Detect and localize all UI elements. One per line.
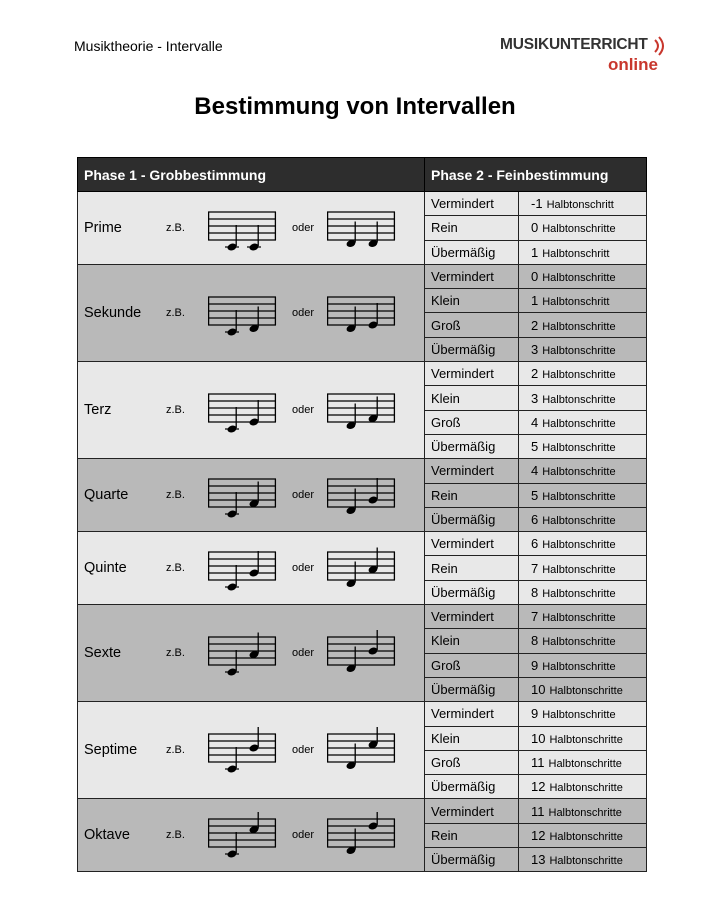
semitone-unit: Halbtonschritte	[542, 539, 616, 552]
interval-quality: Klein	[425, 726, 519, 750]
interval-quality: Rein	[425, 216, 519, 240]
semitone-count	[519, 434, 647, 458]
table-row	[78, 605, 647, 629]
interval-quality: Groß	[425, 750, 519, 774]
or-label: oder	[292, 306, 315, 319]
example-label: z.B.	[166, 829, 185, 842]
semitone-unit: Halbtonschritte	[542, 320, 616, 333]
interval-quality: Klein	[425, 289, 519, 313]
semitone-number: 2	[531, 366, 539, 382]
semitone-unit: Halbtonschritt	[542, 296, 610, 309]
interval-quality: Vermindert	[425, 362, 519, 386]
semitone-count	[519, 313, 647, 337]
interval-quality: Übermäßig	[425, 775, 519, 799]
semitone-number: 6	[531, 512, 539, 527]
interval-group-cell	[78, 264, 425, 361]
semitone-unit: Halbtonschritt	[546, 199, 614, 212]
interval-quality: Groß	[425, 410, 519, 434]
table-row	[78, 362, 647, 386]
staff-notation	[327, 727, 397, 773]
or-label: oder	[292, 489, 315, 502]
semitone-unit: Halbtonschritte	[542, 344, 616, 357]
interval-quality: Klein	[425, 386, 519, 410]
semitone-number: 0	[531, 220, 539, 236]
interval-name: Septime	[84, 742, 138, 759]
interval-group-cell	[78, 702, 425, 799]
semitone-number: 7	[531, 560, 539, 576]
interval-quality: Groß	[425, 313, 519, 337]
semitone-number: 10	[531, 730, 546, 746]
interval-quality: Klein	[425, 629, 519, 653]
semitone-number: 1	[531, 293, 539, 309]
phase1-header: Phase 1 - Grobbestimmung	[78, 158, 425, 192]
semitone-number: 1	[531, 244, 539, 260]
semitone-number: 10	[531, 682, 546, 698]
semitone-number: 5	[531, 487, 539, 503]
staff-notation	[208, 205, 278, 251]
semitone-unit: Halbtonschritte	[542, 587, 616, 600]
semitone-unit: Halbtonschritte	[542, 393, 616, 406]
semitone-count	[519, 677, 647, 701]
logo-wordmark: MUSIKUNTERRICHT	[500, 36, 648, 53]
semitone-count	[519, 726, 647, 750]
semitone-count	[519, 459, 647, 483]
staff-notation	[208, 472, 278, 518]
interval-group-cell	[78, 459, 425, 532]
or-label: oder	[292, 404, 315, 417]
semitone-count	[519, 775, 647, 799]
example-label: z.B.	[166, 744, 185, 757]
staff-notation	[208, 630, 278, 676]
table-row	[78, 532, 647, 556]
staff-notation	[208, 727, 278, 773]
example-label: z.B.	[166, 221, 185, 234]
table-header-row	[78, 158, 647, 192]
semitone-unit: Halbtonschritt	[542, 247, 610, 260]
semitone-number: 9	[531, 657, 539, 673]
semitone-count	[519, 653, 647, 677]
semitone-unit: Halbtonschritte	[542, 272, 616, 285]
interval-quality: Vermindert	[425, 459, 519, 483]
interval-name: Quarte	[84, 487, 129, 504]
semitone-number: 5	[531, 439, 539, 455]
interval-quality: Übermäßig	[425, 240, 519, 264]
page-title: Bestimmung von Intervallen	[194, 93, 516, 120]
interval-quality: Übermäßig	[425, 337, 519, 361]
semitone-number: 12	[531, 779, 546, 795]
semitone-number: 3	[531, 341, 539, 357]
interval-name: Sexte	[84, 645, 122, 662]
or-label: oder	[292, 221, 315, 234]
semitone-unit: Halbtonschritte	[549, 855, 623, 868]
interval-quality: Übermäßig	[425, 507, 519, 531]
semitone-unit: Halbtonschritte	[548, 757, 622, 770]
table-row	[78, 799, 647, 823]
staff-notation	[208, 290, 278, 336]
staff-notation	[327, 387, 397, 433]
interval-quality: Vermindert	[425, 605, 519, 629]
semitone-number: 12	[531, 827, 546, 843]
interval-quality: Rein	[425, 483, 519, 507]
example-label: z.B.	[166, 404, 185, 417]
semitone-unit: Halbtonschritte	[542, 563, 616, 576]
example-label: z.B.	[166, 647, 185, 660]
semitone-number: 0	[531, 269, 539, 285]
semitone-unit: Halbtonschritte	[549, 685, 623, 698]
semitone-unit: Halbtonschritte	[542, 369, 616, 382]
semitone-unit: Halbtonschritte	[542, 636, 616, 649]
semitone-count	[519, 823, 647, 847]
semitone-unit: Halbtonschritte	[548, 806, 622, 819]
interval-group-cell	[78, 605, 425, 702]
interval-quality: Groß	[425, 653, 519, 677]
staff-notation	[327, 472, 397, 518]
semitone-count	[519, 702, 647, 726]
semitone-unit: Halbtonschritte	[542, 466, 616, 479]
interval-group-cell	[78, 192, 425, 265]
semitone-unit: Halbtonschritte	[549, 782, 623, 795]
semitone-count	[519, 362, 647, 386]
semitone-number: 8	[531, 633, 539, 649]
staff-notation	[208, 387, 278, 433]
semitone-count	[519, 192, 647, 216]
staff-notation	[327, 205, 397, 251]
semitone-count	[519, 799, 647, 823]
document-subject: Musiktheorie - Intervalle	[74, 38, 223, 54]
semitone-unit: Halbtonschritte	[549, 830, 623, 843]
interval-name: Prime	[84, 219, 122, 236]
semitone-number: -1	[531, 196, 543, 212]
semitone-number: 4	[531, 414, 539, 430]
table-row	[78, 264, 647, 288]
semitone-number: 4	[531, 463, 539, 479]
semitone-count	[519, 605, 647, 629]
semitone-unit: Halbtonschritte	[542, 417, 616, 430]
semitone-number: 3	[531, 390, 539, 406]
semitone-count	[519, 580, 647, 604]
interval-table-body	[78, 192, 647, 872]
semitone-unit: Halbtonschritte	[542, 515, 616, 527]
staff-notation	[327, 290, 397, 336]
semitone-number: 9	[531, 706, 539, 722]
interval-quality: Übermäßig	[425, 848, 519, 872]
semitone-count	[519, 386, 647, 410]
interval-table	[77, 157, 647, 872]
semitone-count	[519, 532, 647, 556]
semitone-unit: Halbtonschritte	[542, 660, 616, 673]
example-label: z.B.	[166, 562, 185, 575]
interval-name: Quinte	[84, 560, 127, 577]
interval-quality: Vermindert	[425, 702, 519, 726]
table-row	[78, 192, 647, 216]
semitone-count	[519, 556, 647, 580]
semitone-count	[519, 848, 647, 872]
interval-quality: Übermäßig	[425, 677, 519, 701]
semitone-unit: Halbtonschritte	[549, 733, 623, 746]
example-label: z.B.	[166, 306, 185, 319]
interval-group-cell	[78, 532, 425, 605]
semitone-count	[519, 507, 647, 531]
interval-quality: Übermäßig	[425, 434, 519, 458]
signal-waves-icon	[652, 36, 670, 58]
table-row	[78, 459, 647, 483]
interval-group-cell	[78, 799, 425, 872]
interval-quality: Übermäßig	[425, 580, 519, 604]
semitone-count	[519, 410, 647, 434]
semitone-number: 11	[531, 803, 545, 819]
interval-quality: Vermindert	[425, 532, 519, 556]
or-label: oder	[292, 647, 315, 660]
semitone-count	[519, 240, 647, 264]
semitone-unit: Halbtonschritte	[542, 442, 616, 455]
phase2-header: Phase 2 - Feinbestimmung	[425, 158, 647, 192]
semitone-count	[519, 483, 647, 507]
semitone-unit: Halbtonschritte	[542, 490, 616, 503]
semitone-unit: Halbtonschritte	[542, 709, 616, 722]
brand-logo	[500, 34, 670, 78]
interval-quality: Vermindert	[425, 264, 519, 288]
staff-notation	[327, 545, 397, 591]
semitone-number: 8	[531, 584, 539, 600]
semitone-unit: Halbtonschritte	[542, 612, 616, 625]
interval-group-cell	[78, 362, 425, 459]
logo-subline: online	[607, 55, 658, 74]
staff-notation	[208, 545, 278, 591]
semitone-count	[519, 216, 647, 240]
interval-quality: Vermindert	[425, 192, 519, 216]
semitone-count	[519, 629, 647, 653]
interval-quality: Vermindert	[425, 799, 519, 823]
example-label: z.B.	[166, 489, 185, 502]
semitone-unit: Halbtonschritte	[542, 223, 616, 236]
semitone-count	[519, 264, 647, 288]
semitone-number: 2	[531, 317, 539, 333]
interval-quality: Rein	[425, 556, 519, 580]
semitone-number: 6	[531, 536, 539, 552]
staff-notation	[327, 630, 397, 676]
staff-notation	[327, 812, 397, 858]
interval-name: Oktave	[84, 827, 130, 844]
semitone-count	[519, 337, 647, 361]
interval-name: Sekunde	[84, 304, 142, 321]
table-row	[78, 702, 647, 726]
staff-notation	[208, 812, 278, 858]
semitone-count	[519, 750, 647, 774]
semitone-count	[519, 289, 647, 313]
semitone-number: 13	[531, 852, 546, 868]
semitone-number: 11	[531, 754, 545, 770]
semitone-number: 7	[531, 609, 539, 625]
interval-name: Terz	[84, 402, 112, 419]
or-label: oder	[292, 562, 315, 575]
interval-quality: Rein	[425, 823, 519, 847]
or-label: oder	[292, 744, 315, 757]
or-label: oder	[292, 829, 315, 842]
